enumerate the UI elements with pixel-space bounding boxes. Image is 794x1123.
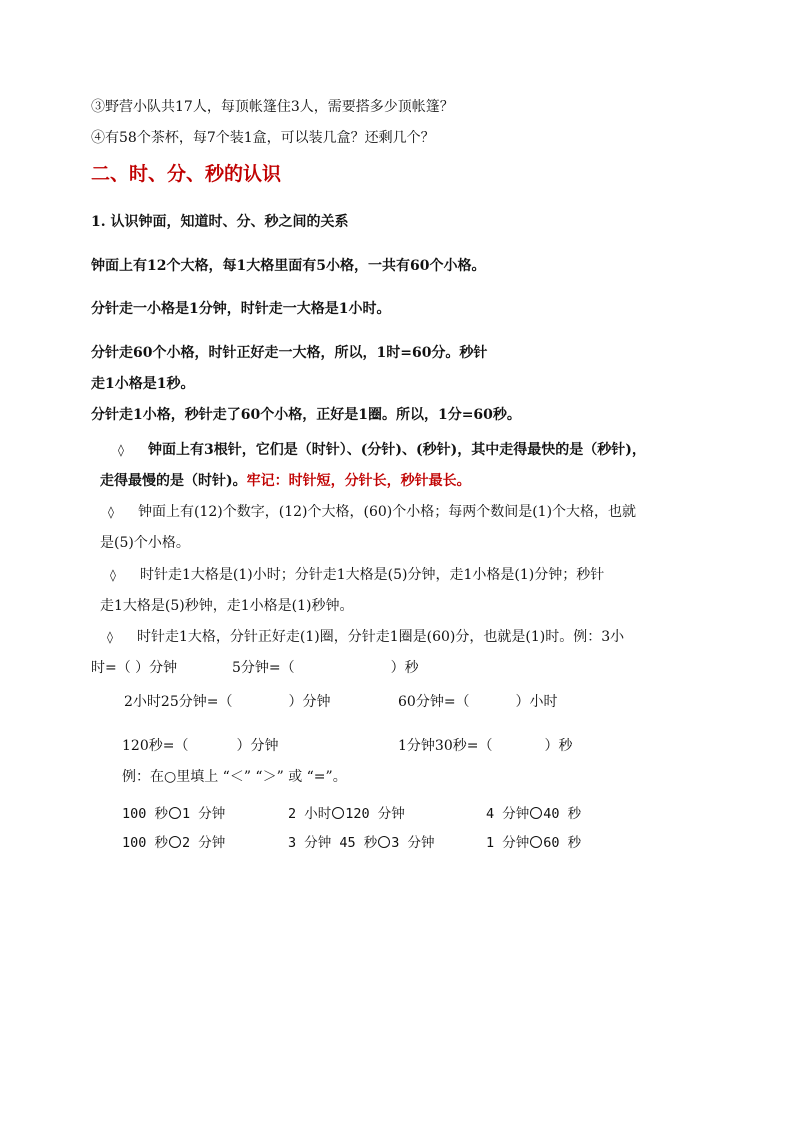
fact-line-2: 分针走一小格是1分钟，时针走一大格是1小时。 xyxy=(91,301,391,317)
blank-label: 120秒=（ xyxy=(122,738,189,754)
blank-label: 5分钟=（ xyxy=(232,660,295,676)
bullet-3-text: 时针走1大格是(1)小时；分针走1大格是(5)分钟，走1小格是(1)分钟；秒针 xyxy=(140,567,605,583)
word-problem-3: ③野营小队共17人，每顶帐篷住3人，需要搭多少顶帐篷？ xyxy=(91,99,454,115)
compare-circle[interactable] xyxy=(332,807,344,819)
compare-left: 3 分钟 45 秒 xyxy=(288,835,378,851)
compare-circle[interactable] xyxy=(378,836,390,848)
blank-120s xyxy=(122,737,278,755)
bullet-4-text: 时针走1大格，分针正好走(1)圈，分针走1圈是(60)分，也就是(1)时。例：3小 xyxy=(137,629,625,645)
blank-unit: ）分钟 xyxy=(288,694,331,710)
blank-unit: ）秒 xyxy=(544,738,573,754)
blank-label: 2小时25分钟=（ xyxy=(124,694,233,710)
fact-line-3a: 分针走60个小格，时针正好走一大格，所以，1时=60分。秒针 xyxy=(91,345,488,361)
compare-right: 3 分钟 xyxy=(391,835,435,851)
bullet-2-text: 钟面上有(12)个数字，(12)个大格，(60)个小格；每两个数间是(1)个大格，也就 xyxy=(138,504,637,520)
blank-2h25m xyxy=(124,693,330,711)
bullet-4-line-1 xyxy=(107,628,624,646)
bullet-1-line-1 xyxy=(118,441,646,459)
compare-item xyxy=(288,805,405,823)
compare-circle[interactable] xyxy=(530,807,542,819)
compare-item xyxy=(122,805,225,823)
compare-item xyxy=(288,834,435,852)
compare-left: 1 分钟 xyxy=(486,835,530,851)
blank-unit: ）分钟 xyxy=(236,738,279,754)
compare-circle[interactable] xyxy=(169,807,181,819)
blank-60m xyxy=(398,693,558,711)
compare-right: 120 分钟 xyxy=(345,806,405,822)
blank-1m30s xyxy=(398,737,572,755)
bullet-3-line-2: 走1大格是(5)秒钟，走1小格是(1)秒钟。 xyxy=(100,598,354,614)
compare-instruction: 例：在○里填上 “＜” “＞” 或 “=”。 xyxy=(122,769,347,785)
diamond-icon: ◊ xyxy=(108,505,114,519)
blank-unit: ）秒 xyxy=(390,660,419,676)
section-title: 二、时、分、秒的认识 xyxy=(91,163,282,185)
bullet-2-line-1 xyxy=(108,503,636,521)
blank-minutes-to-seconds xyxy=(232,659,419,677)
compare-right: 2 分钟 xyxy=(182,835,226,851)
word-problem-4: ④有58个茶杯，每7个装1盒，可以装几盒？还剩几个？ xyxy=(91,130,435,146)
bullet-1-line-2 xyxy=(100,472,471,490)
blank-label: 60分钟=（ xyxy=(398,694,470,710)
compare-right: 1 分钟 xyxy=(182,806,226,822)
blank-hours-to-minutes: 时=（ ）分钟 xyxy=(91,660,178,676)
diamond-icon: ◊ xyxy=(118,443,124,457)
diamond-icon: ◊ xyxy=(110,568,116,582)
bullet-2-line-2: 是(5)个小格。 xyxy=(100,535,190,551)
subsection-title: 1. 认识钟面，知道时、分、秒之间的关系 xyxy=(91,214,349,230)
compare-item xyxy=(486,834,581,852)
compare-left: 100 秒 xyxy=(122,835,169,851)
compare-left: 2 小时 xyxy=(288,806,332,822)
compare-item xyxy=(486,805,581,823)
compare-left: 100 秒 xyxy=(122,806,169,822)
compare-circle[interactable] xyxy=(530,836,542,848)
compare-left: 4 分钟 xyxy=(486,806,530,822)
blank-unit: ）小时 xyxy=(515,694,558,710)
compare-circle[interactable] xyxy=(169,836,181,848)
bullet-1-text-2: 走得最慢的是（时针)。 xyxy=(100,473,247,489)
diamond-icon: ◊ xyxy=(107,630,113,644)
compare-right: 40 秒 xyxy=(543,806,582,822)
bullet-1-text: 钟面上有3根针，它们是（时针）、(分针)、(秒针)，其中走得最快的是（秒针)， xyxy=(148,442,646,458)
blank-label: 1分钟30秒=（ xyxy=(398,738,493,754)
fact-line-3b: 走1小格是1秒。 xyxy=(91,376,195,392)
bullet-3-line-1 xyxy=(110,566,604,584)
compare-right: 60 秒 xyxy=(543,835,582,851)
fact-line-1: 钟面上有12个大格，每1大格里面有5小格，一共有60个小格。 xyxy=(91,258,486,274)
memory-tip: 牢记：时针短，分针长，秒针最长。 xyxy=(246,473,471,489)
compare-item xyxy=(122,834,225,852)
fact-line-4: 分针走1小格，秒针走了60个小格，正好是1圈。所以，1分=60秒。 xyxy=(91,407,521,423)
